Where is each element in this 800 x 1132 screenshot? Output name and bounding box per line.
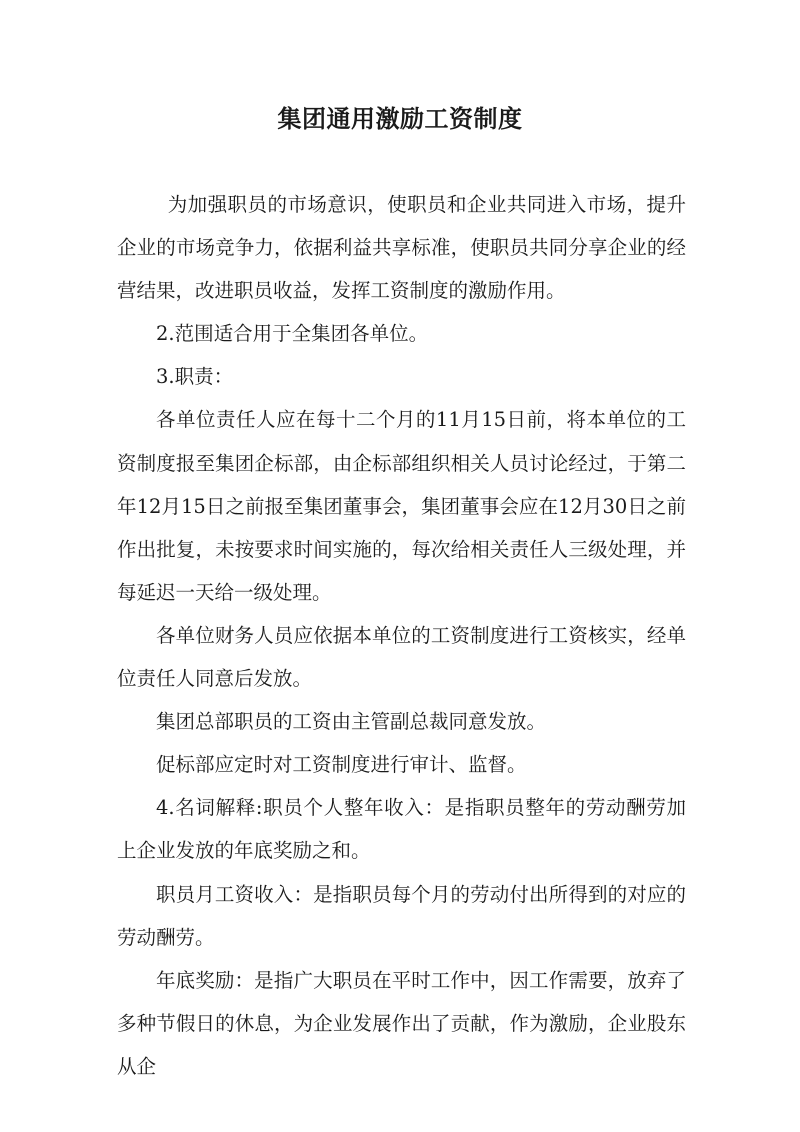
paragraph-definition-year-end-bonus: 年底奖励：是指广大职员在平时工作中，因工作需要，放弃了多种节假日的休息，为企业发展作出了贡献，作为激励，企业股东从企	[117, 968, 686, 1078]
paragraph-duties-heading: 3.职责：	[156, 365, 234, 389]
paragraph-scope: 2.范围适合用于全集团各单位。	[156, 322, 429, 346]
paragraph-duties-deadline: 各单位责任人应在每十二个月的11月15日前，将本单位的工资制度报至集团企标部，由企标部组织相关人员讨论经过，于第二年12月15日之前报至集团董事会，集团董事会应在12月30日之前作出批复，未按要求时间实施的，每次给相关责任人三级处理，并每延迟一天给一级处理。	[117, 408, 686, 604]
paragraph-definition-monthly-income: 职员月工资收入：是指职员每个月的劳动付出所得到的对应的劳动酬劳。	[117, 882, 686, 949]
document-body	[117, 183, 686, 1088]
paragraph-purpose: 为加强职员的市场意识，使职员和企业共同进入市场，提升企业的市场竞争力，依据利益共享标准，使职员共同分享企业的经营结果，改进职员收益，发挥工资制度的激励作用。	[117, 193, 686, 303]
paragraph-duties-audit: 促标部应定时对工资制度进行审计、监督。	[156, 753, 527, 777]
paragraph-duties-finance: 各单位财务人员应依据本单位的工资制度进行工资核实，经单位责任人同意后发放。	[117, 623, 686, 691]
paragraph-definition-annual-income: 4.名词解释:职员个人整年收入：是指职员整年的劳动酬劳加上企业发放的年底奖励之和。	[117, 796, 686, 863]
document-title: 集团通用激励工资制度	[277, 104, 523, 133]
paragraph-duties-headquarters: 集团总部职员的工资由主管副总裁同意发放。	[156, 710, 547, 734]
